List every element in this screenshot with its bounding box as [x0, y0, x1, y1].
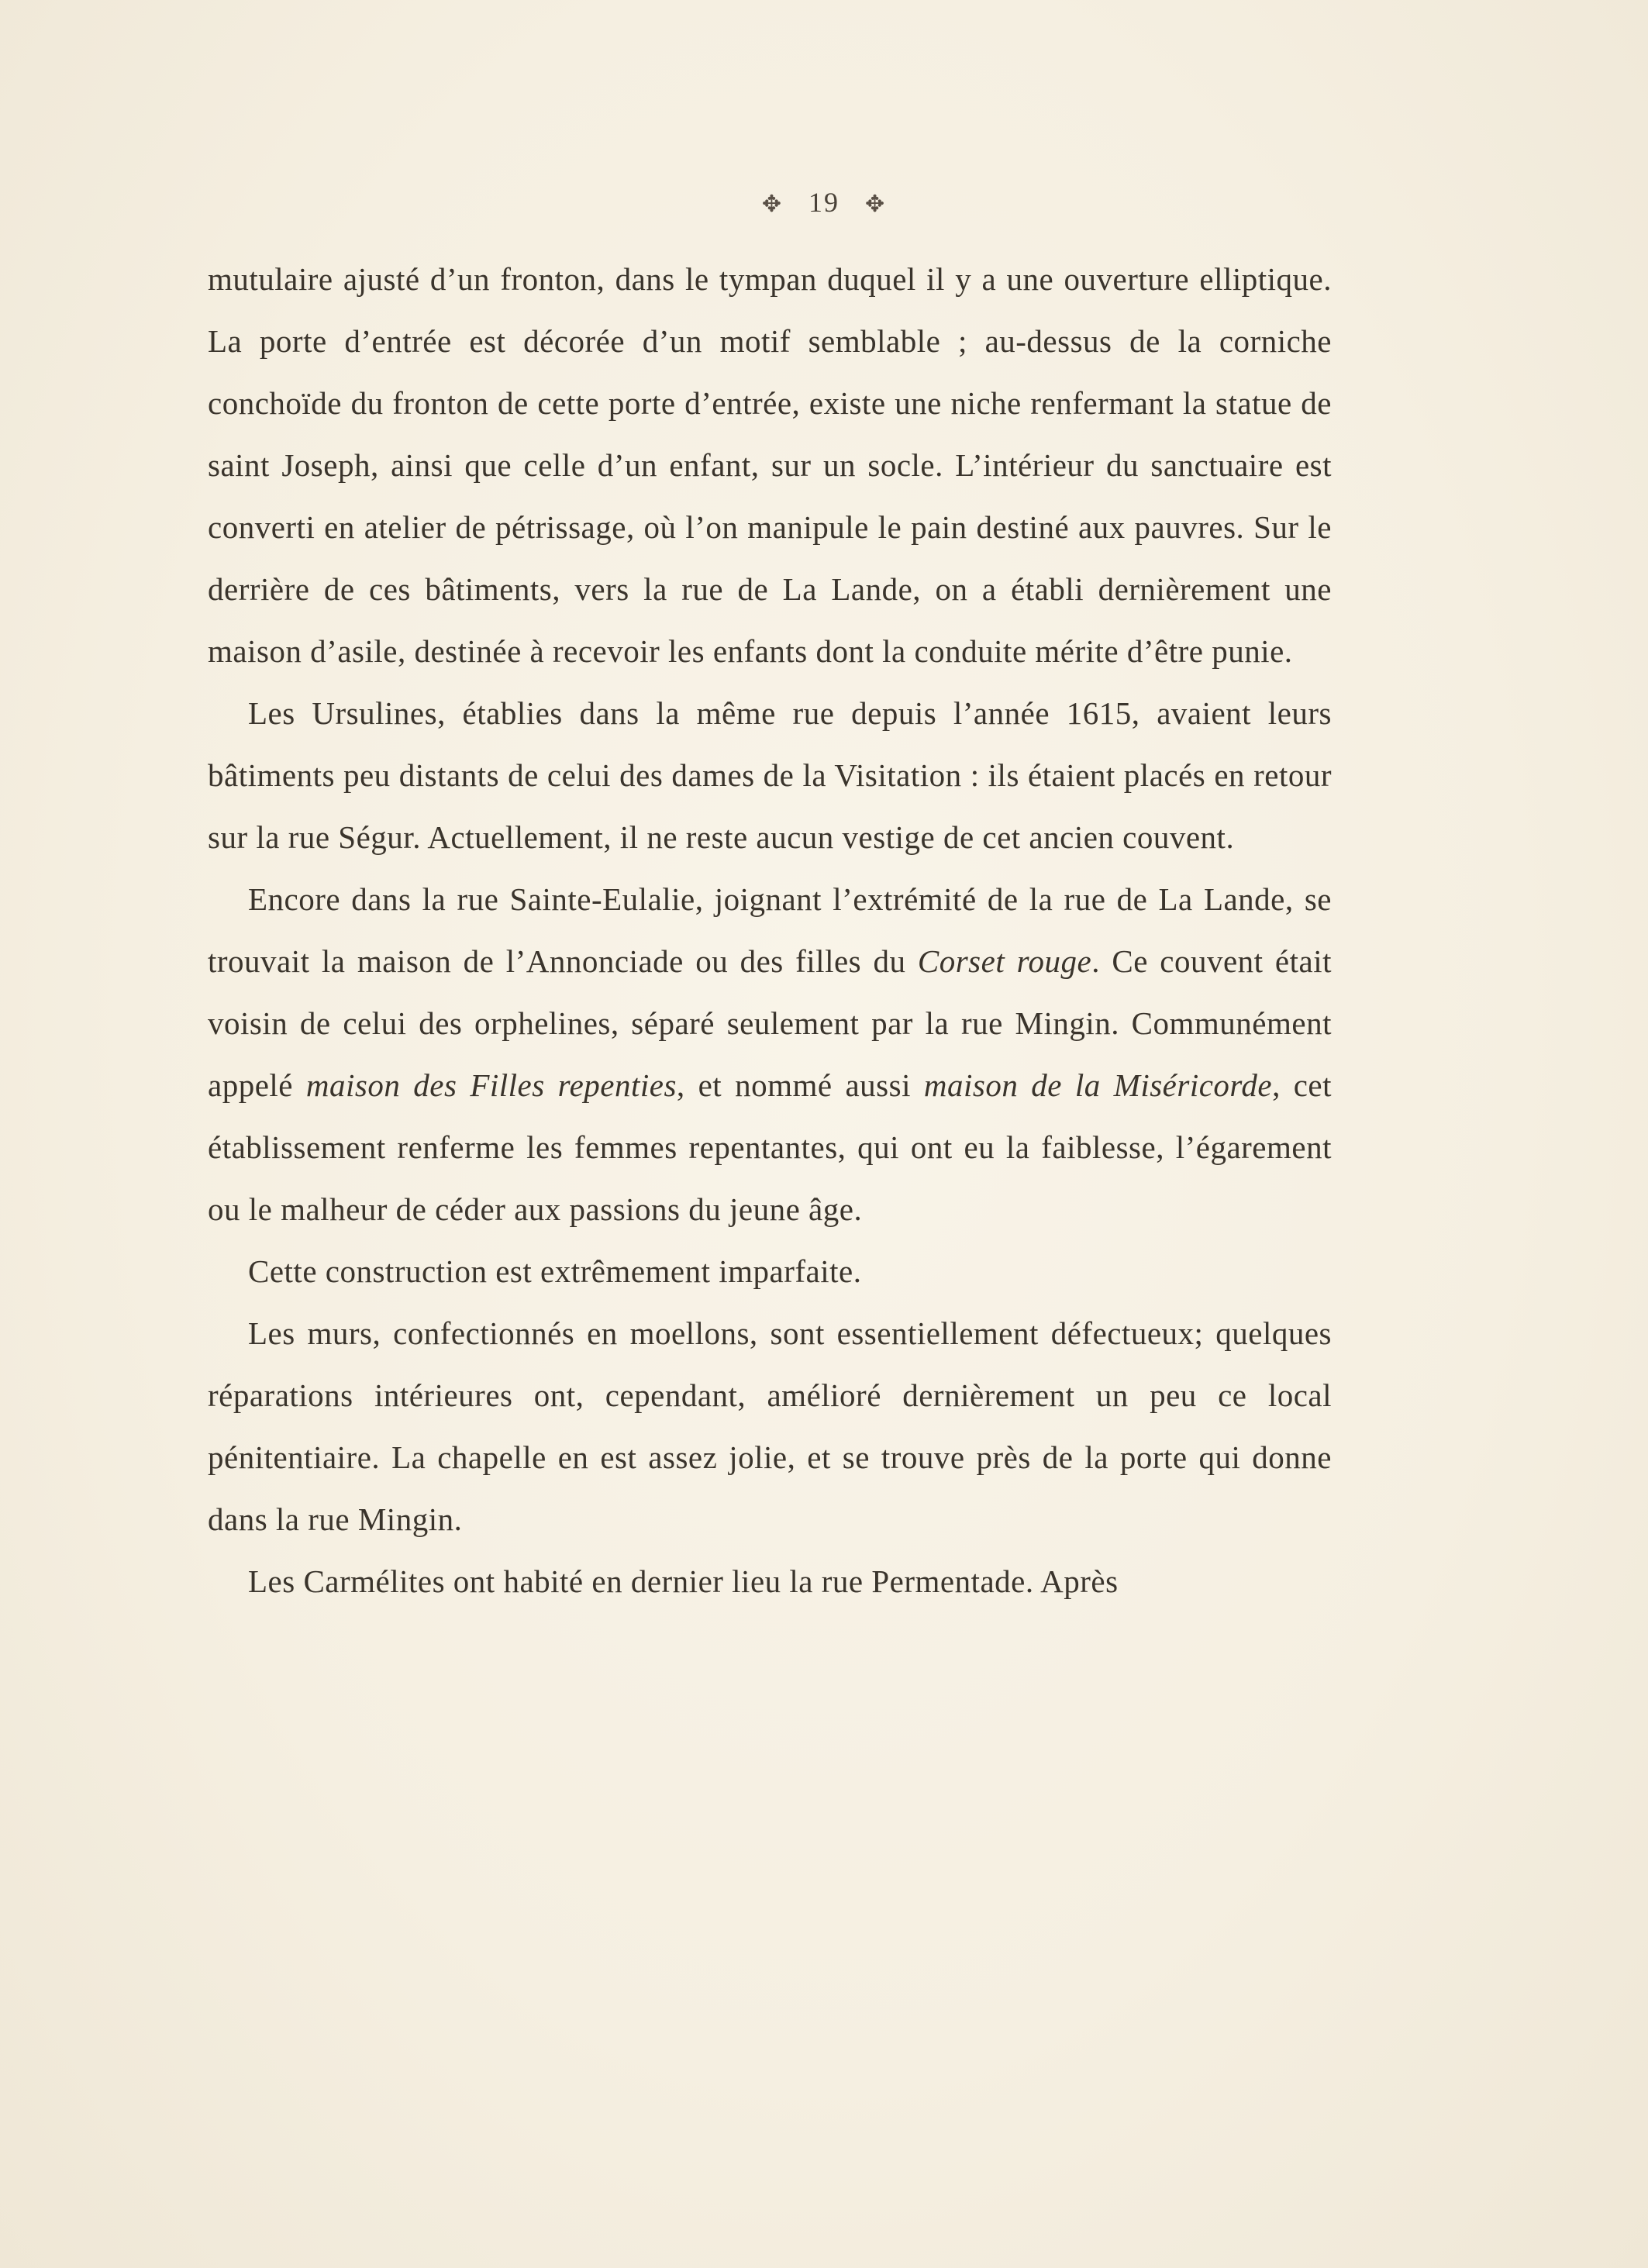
text-run: , et nommé aussi [676, 1067, 924, 1103]
text-run: . Ce couvent était voisin de celui des orphelines, séparé seulement par la rue Mingin. Communément appelé [208, 943, 1332, 1103]
right-ornament-icon: ✥ [865, 191, 887, 217]
page-header [0, 186, 1648, 219]
paragraph [208, 682, 1332, 868]
text-run: Les murs, confectionnés en moellons, sont essentiellement défectueux; quelques réparations intérieures ont, cependant, amélioré dernièrement un peu ce local pénitentiaire. La chapelle en est assez jolie, et se trouve près de la porte qui donne dans la rue Mingin. [208, 1315, 1332, 1537]
paragraph [208, 1302, 1332, 1550]
body-text [208, 248, 1332, 1612]
paragraph [208, 1240, 1332, 1302]
italic-text: maison de la Miséricorde [923, 1067, 1273, 1103]
left-ornament-icon: ✥ [761, 191, 783, 217]
italic-text: Corset rouge [917, 943, 1092, 979]
text-run: Les Carmélites ont habité en dernier lieu la rue Permentade. Après [248, 1563, 1119, 1599]
text-run: Encore dans la rue Sainte-Eulalie, joignant l’extrémité de la rue de La Lande, se trouvait la maison de l’Annonciade ou des filles du [208, 881, 1332, 979]
text-run: , cet établissement renferme les femmes repentantes, qui ont eu la faiblesse, l’égarement ou le malheur de céder aux passions du jeune âge. [208, 1067, 1333, 1227]
paragraph [208, 248, 1332, 682]
italic-text: maison des Filles repenties [305, 1067, 677, 1103]
paragraph [208, 1550, 1332, 1612]
text-run: Cette construction est extrêmement imparfaite. [248, 1253, 862, 1289]
text-run: mutulaire ajusté d’un fronton, dans le tympan duquel il y a une ouverture elliptique. La porte d’entrée est décorée d’un motif semblable ; au-dessus de la corniche conchoïde du fronton de cette porte d’entrée, existe une niche renfermant la statue de saint Joseph, ainsi que celle d’un enfant, sur un socle. L’intérieur du sanctuaire est converti en atelier de pétrissage, où l’on manipule le pain destiné aux pauvres. Sur le derrière de ces bâtiments, vers la rue de La Lande, on a établi dernièrement une maison d’asile, destinée à recevoir les enfants dont la conduite mérite d’être punie. [208, 261, 1332, 669]
text-run: Les Ursulines, établies dans la même rue depuis l’année 1615, avaient leurs bâtiments peu distants de celui des dames de la Visitation : ils étaient placés en retour sur la rue Ségur. Actuellement, il ne reste aucun vestige de cet ancien couvent. [208, 695, 1332, 855]
paragraph [208, 868, 1332, 1240]
page-number: 19 [808, 187, 840, 218]
